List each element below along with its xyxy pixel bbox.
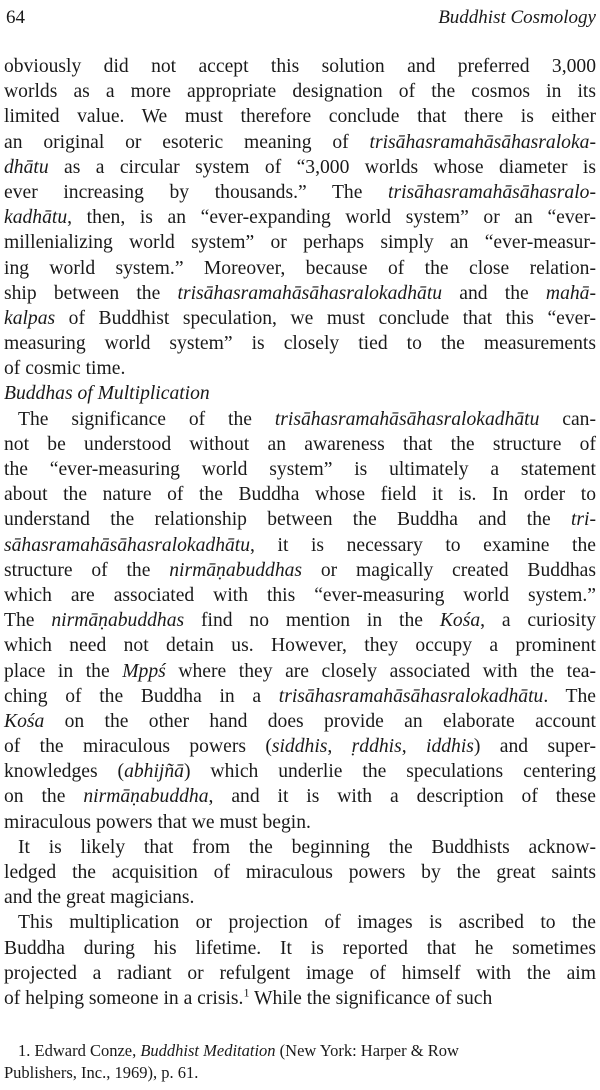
footnote-marker: 1 bbox=[243, 985, 250, 1000]
text-line: of the miraculous powers (siddhis, ṛddhis, iddhis) and super- bbox=[4, 736, 597, 758]
text-line: of helping someone in a crisis.$^1$ While the significance of such bbox=[4, 985, 493, 1009]
text-line: the “ever-measuring world system” is ultimately a statement bbox=[4, 459, 596, 480]
running-head: Buddhist Cosmology bbox=[438, 7, 596, 28]
text-line: millenializing world system” or perhaps simply an “ever-measur- bbox=[4, 232, 596, 254]
text-line: which need not detain us. However, they occupy a prominent bbox=[4, 635, 596, 657]
text-line: structure of the nirmāṇabuddhas or magically created Buddhas bbox=[4, 559, 596, 581]
text-line: measuring world system” is closely tied to the measurements bbox=[4, 333, 596, 355]
text-line: ever increasing by thousands.” The trisāhasramahāsāhasralo- bbox=[4, 181, 596, 203]
paragraph bbox=[4, 54, 596, 381]
text-line: worlds as a more appropriate designation of the cosmos in its bbox=[4, 81, 596, 103]
text-line: ching of the Buddha in a trisāhasramahāsāhasralokadhātu. The bbox=[4, 685, 596, 707]
body-text bbox=[4, 54, 596, 1011]
text-line: about the nature of the Buddha whose field it is. In order to bbox=[4, 484, 596, 506]
text-line: place in the Mppś where they are closely associated with the tea- bbox=[4, 660, 596, 682]
text-line: kalpas of Buddhist speculation, we must conclude that this “ever- bbox=[4, 307, 596, 329]
footnote-line: 1. Edward Conze, Buddhist Meditation (New York: Harper & Row bbox=[18, 1041, 459, 1060]
text-line: Kośa on the other hand does provide an elaborate account bbox=[4, 710, 596, 732]
text-line: ing world system.” Moreover, because of the close relation- bbox=[4, 257, 596, 279]
page-header bbox=[4, 0, 596, 36]
paragraph bbox=[4, 407, 596, 835]
text-line: miraculous powers that we must begin. bbox=[4, 811, 311, 833]
text-line: and the great magicians. bbox=[4, 887, 195, 909]
text-line: This multiplication or projection of images is ascribed to the bbox=[18, 912, 596, 934]
text-line: not be understood without an awareness that the structure of bbox=[4, 433, 596, 455]
text-line: which are associated with this “ever-measuring world system.” bbox=[4, 584, 596, 606]
text-line: of cosmic time. bbox=[4, 358, 126, 380]
text-line: an original or esoteric meaning of trisāhasramahāsāhasraloka- bbox=[4, 131, 596, 153]
paragraph bbox=[4, 835, 596, 911]
text-line: ship between the trisāhasramahāsāhasralokadhātu and the mahā- bbox=[4, 282, 596, 304]
text-line: It is likely that from the beginning the Buddhists acknow- bbox=[18, 836, 596, 858]
text-line: sāhasramahāsāhasralokadhātu, it is necessary to examine the bbox=[4, 534, 596, 556]
text-line: ledged the acquisition of miraculous powers by the great saints bbox=[4, 862, 596, 883]
footnote bbox=[4, 1040, 596, 1084]
footnote-line: Publishers, Inc., 1969), p. 61. bbox=[4, 1063, 199, 1082]
text-line: kadhātu, then, is an “ever-expanding world system” or an “ever- bbox=[4, 207, 596, 229]
text-line: understand the relationship between the Buddha and the tri- bbox=[4, 509, 596, 531]
text-line: limited value. We must therefore conclude that there is either bbox=[4, 106, 596, 128]
text-line: The significance of the trisāhasramahāsāhasralokadhātu can- bbox=[18, 408, 596, 430]
text-line: The nirmāṇabuddhas find no mention in the Kośa, a curiosity bbox=[4, 610, 596, 632]
text-line: obviously did not accept this solution and preferred 3,000 bbox=[4, 56, 596, 77]
text-line: on the nirmāṇabuddha, and it is with a description of these bbox=[4, 786, 597, 808]
page bbox=[4, 0, 597, 1082]
text-line: Buddha during his lifetime. It is reported that he sometimes bbox=[4, 937, 596, 959]
section-heading: Buddhas of Multiplication bbox=[4, 383, 210, 405]
text-line: knowledges (abhijñā) which underlie the speculations centering bbox=[4, 761, 596, 783]
text-line: projected a radiant or refulgent image of himself with the aim bbox=[4, 962, 596, 984]
text-line: dhātu as a circular system of “3,000 worlds whose diameter is bbox=[4, 156, 596, 178]
page-number: 64 bbox=[6, 7, 25, 28]
paragraph bbox=[4, 910, 596, 1011]
